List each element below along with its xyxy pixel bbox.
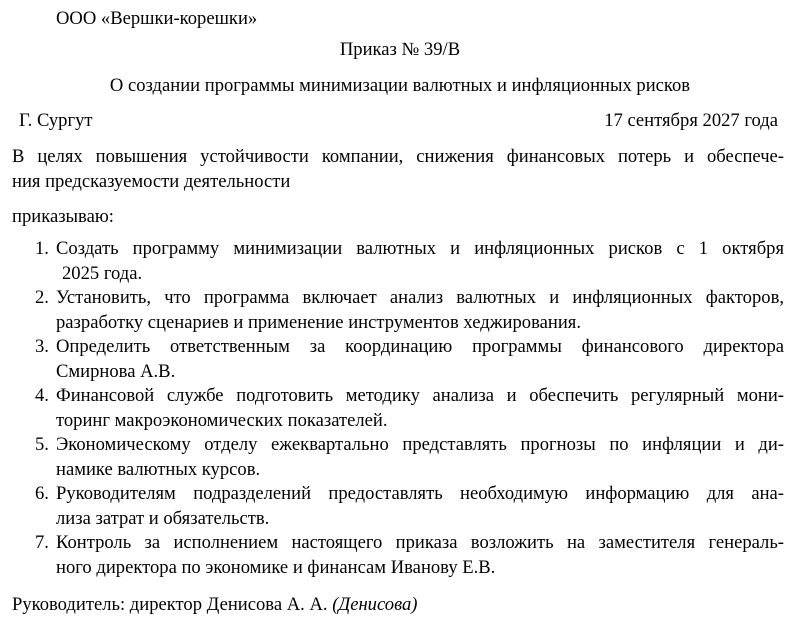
item-number: 1. — [35, 238, 49, 259]
item-text-line: 2025 года. — [62, 262, 143, 284]
item-text-line: ного директора по экономике и финансам Иванову Е.В. — [56, 556, 496, 578]
item-text-line: намике валютных курсов. — [56, 458, 261, 480]
item-text-line: Контроль за исполнением настоящего приказа возложить на заместителя генераль- — [56, 532, 784, 553]
order-word: приказываю: — [12, 206, 114, 227]
item-number: 5. — [35, 434, 49, 455]
item-text-line: Определить ответственным за координацию программы финансового директора — [56, 336, 784, 357]
item-text-line: Смирнова А.В. — [56, 360, 176, 382]
list-item — [0, 433, 784, 482]
item-text-line: Руководителям подразделений предоставлять необходимую информацию для ана- — [56, 483, 784, 504]
preamble-line: В целях повышения устойчивости компании, снижения финансовых потерь и обеспече- — [12, 146, 784, 167]
order-subject: О создании программы минимизации валютных и инфляционных рисков — [109, 75, 691, 96]
item-number: 3. — [35, 336, 49, 357]
signature: (Денисова) — [332, 594, 418, 615]
list-item — [0, 531, 784, 580]
item-text-line: Финансовой службе подготовить методику анализа и обеспечить регулярный мони- — [56, 385, 784, 406]
list-item — [0, 335, 784, 384]
order-date: 17 сентября 2027 года — [604, 110, 778, 131]
item-text-line: Экономическому отделу ежеквартально представлять прогнозы по инфляции и ди- — [56, 434, 784, 455]
item-text-line: разработку сценариев и применение инструментов хеджирования. — [56, 311, 581, 333]
order-city: Г. Сургут — [19, 110, 93, 131]
item-number: 6. — [35, 483, 49, 504]
item-number: 4. — [35, 385, 49, 406]
list-item — [0, 237, 784, 286]
organization-name: ООО «Вершки-корешки» — [56, 8, 258, 29]
item-text-line: Установить, что программа включает анализ валютных и инфляционных факторов, — [56, 287, 784, 308]
order-items-list — [0, 237, 784, 580]
item-number: 7. — [35, 532, 49, 553]
list-item — [0, 482, 784, 531]
signer-label: Руководитель: директор Денисова А. А. — [12, 594, 328, 615]
order-title: Приказ № 39/В — [339, 39, 461, 60]
preamble — [12, 144, 784, 194]
list-item — [0, 384, 784, 433]
signer-block — [12, 592, 418, 617]
item-text-line: торинг макроэкономических показателей. — [56, 409, 388, 431]
list-item — [0, 286, 784, 335]
preamble-line: ния предсказуемости деятельности — [12, 171, 291, 192]
item-text-line: лиза затрат и обязательств. — [56, 507, 270, 529]
item-text-line: Создать программу минимизации валютных и инфляционных рисков с 1 октября — [56, 238, 784, 259]
item-number: 2. — [35, 287, 49, 308]
